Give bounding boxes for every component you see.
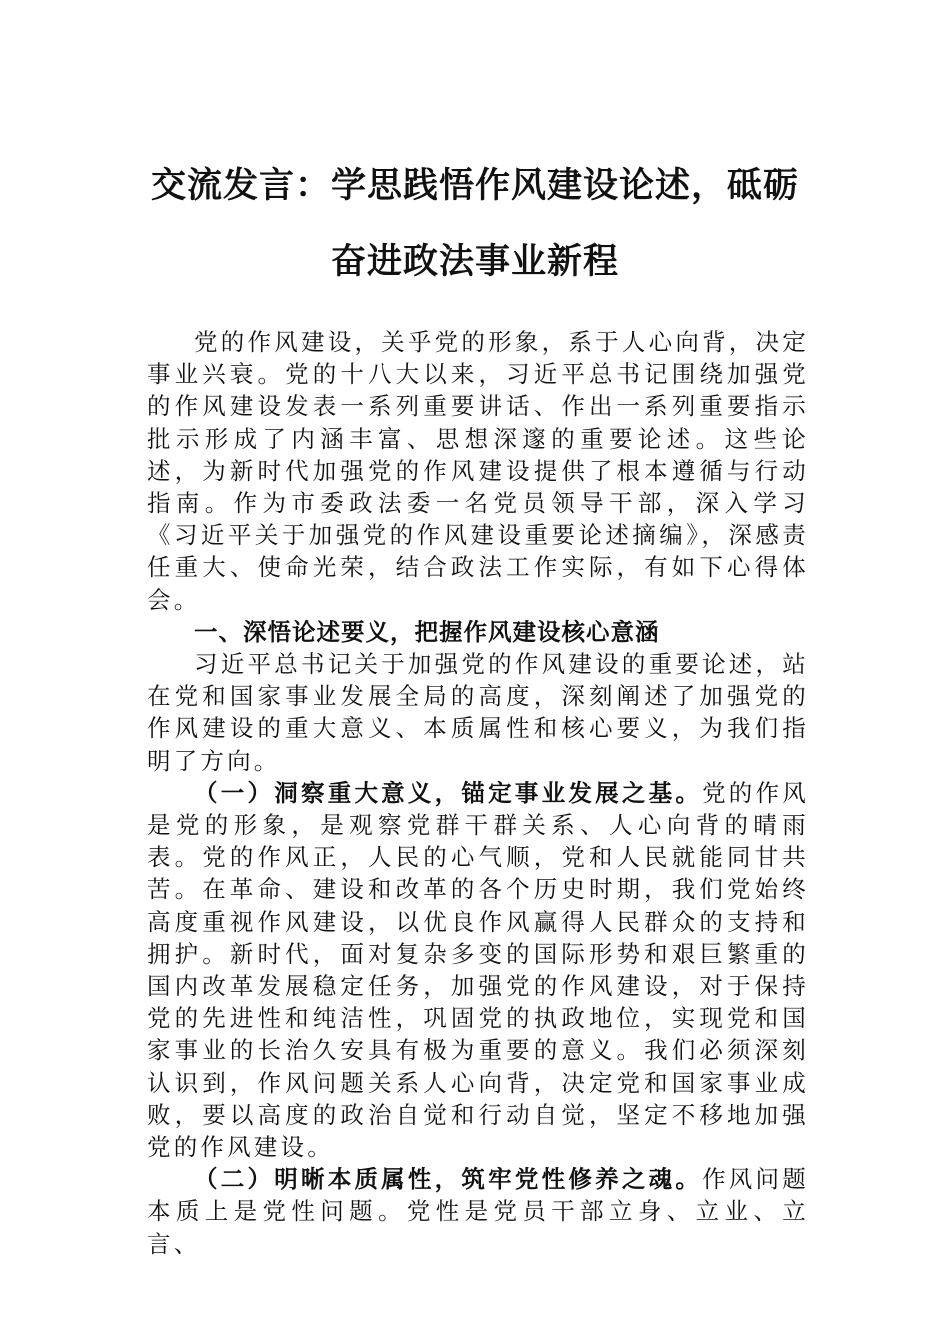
paragraph-text: 党的作风是党的形象，是观察党群干群关系、人心向背的晴雨表。党的作风正，人民的心气顺，党和人民就能同甘共苦。在革命、建设和改革的各个历史时期，我们党始终高度重视作风建设，以优良作风赢得人民群众的支持和拥护。新时代，面对复杂多变的国际形势和艰巨繁重的国内改革发展稳定任务，加强党的作风建设，对于保持党的先进性和纯洁性，巩固党的执政地位，实现党和国家事业的长治久安具有极为重要的意义。我们必须深刻认识到，作风问题关系人心向背，决定党和国家事业成败，要以高度的政治自觉和行动自觉，坚定不移地加强党的作风建设。 [147,778,809,1162]
section-heading-1: 一、深悟论述要义，把握作风建设核心意涵 [194,617,660,646]
paragraph-intro [147,326,809,616]
paragraph-section-1-intro [147,648,809,777]
document-body [147,326,809,1260]
subsection-lead: （二）明晰本质属性，筑牢党性修养之魂。 [194,1165,703,1194]
paragraph-subsection-2 [147,1163,809,1260]
document-title: 交流发言：学思践悟作风建设论述，砥砺奋进政法事业新程 [150,166,799,282]
paragraph-subsection-1 [147,777,809,1163]
subsection-lead: （一）洞察重大意义，锚定事业发展之基。 [194,778,703,807]
paragraph-text: 习近平总书记关于加强党的作风建设的重要论述，站在党和国家事业发展全局的高度，深刻阐述了加强党的作风建设的重大意义、本质属性和核心要义，为我们指明了方向。 [147,650,809,775]
paragraph-text: 党的作风建设，关乎党的形象，系于人心向背，决定事业兴衰。党的十八大以来，习近平总书记围绕加强党的作风建设发表一系列重要讲话、作出一系列重要指示批示形成了内涵丰富、思想深邃的重要论述。这些论述，为新时代加强党的作风建设提供了根本遵循与行动指南。作为市委政法委一名党员领导干部，深入学习《习近平关于加强党的作风建设重要论述摘编》，深感责任重大、使命光荣，结合政法工作实际，有如下心得体会。 [147,328,809,614]
paragraph-text: 作风问题本质上是党性问题。党性是党员干部立身、立业、立言、 [147,1165,809,1258]
